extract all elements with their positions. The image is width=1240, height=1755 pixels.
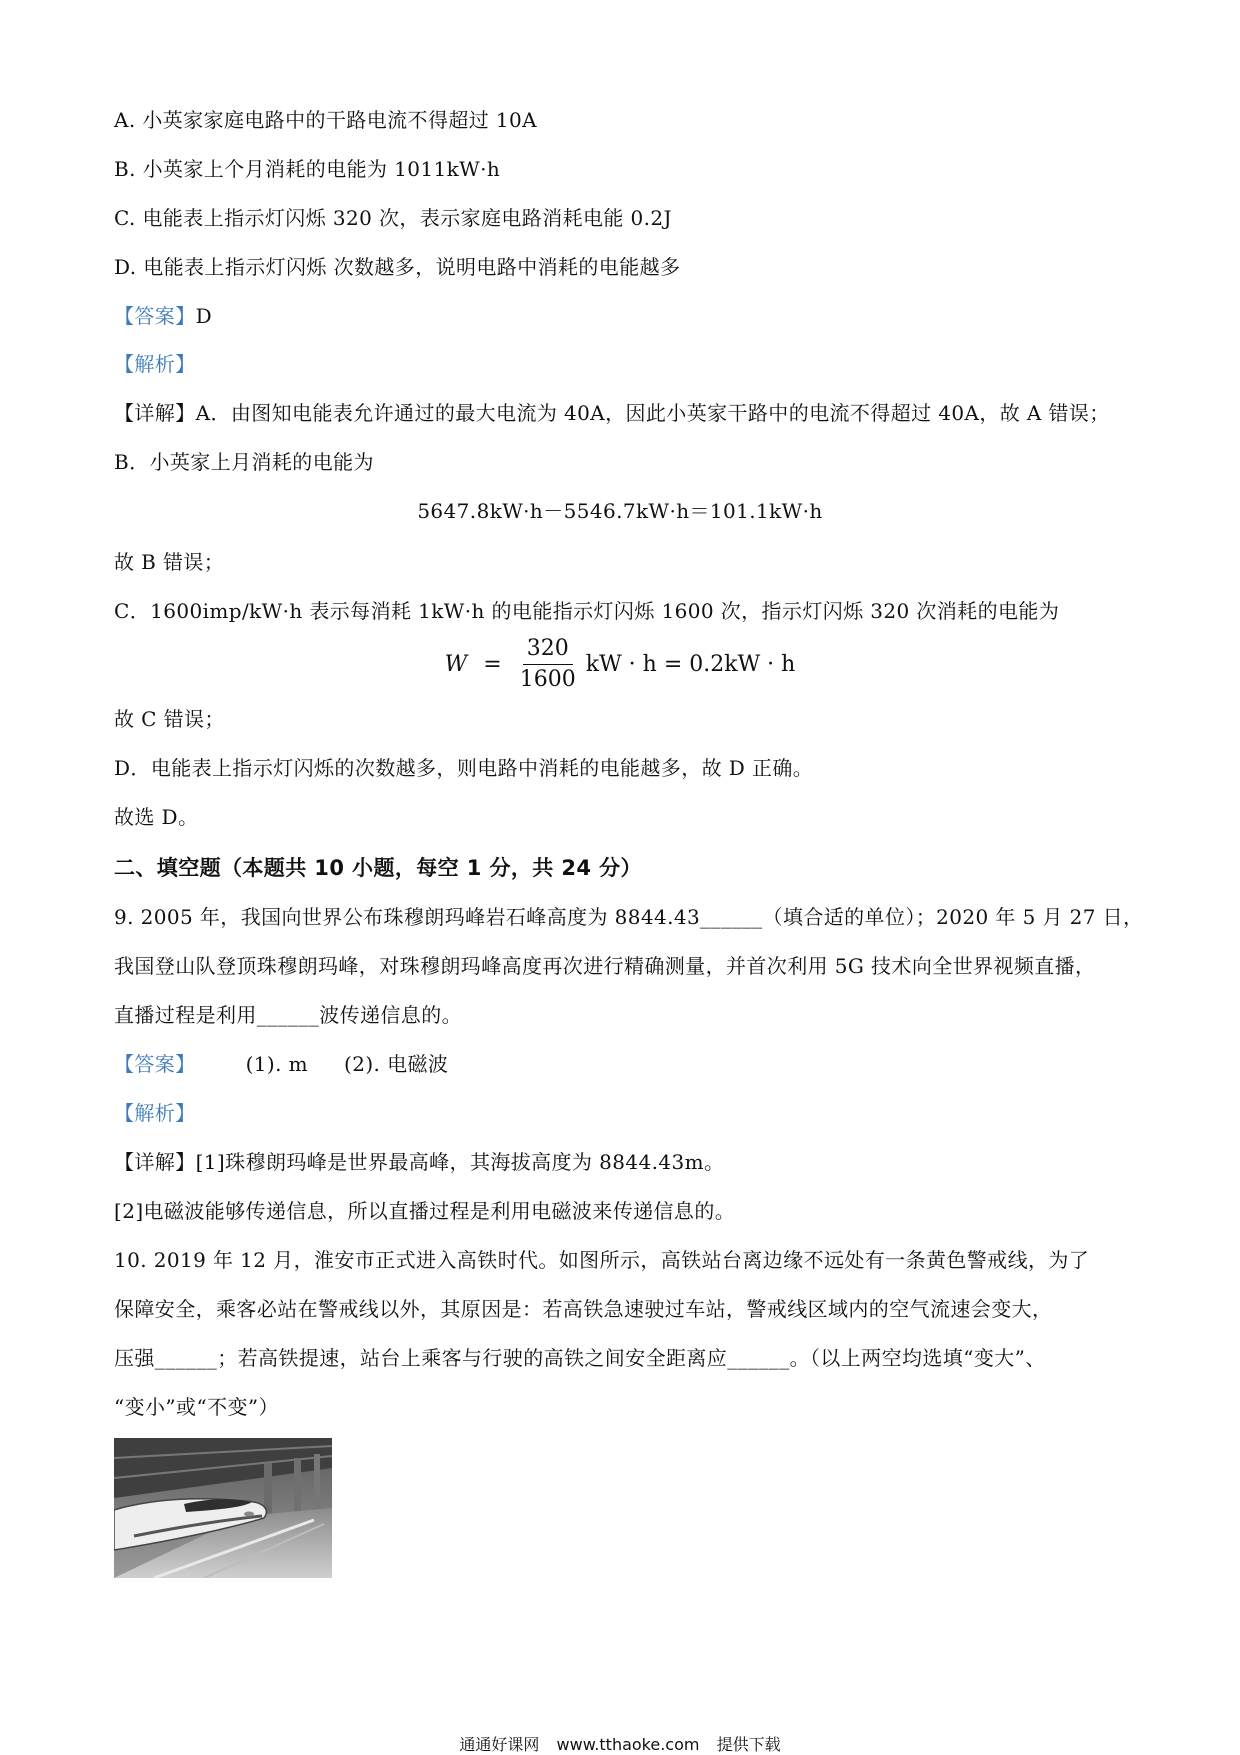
detail-a: 【详解】A．由图知电能表允许通过的最大电流为 40A，因此小英家干路中的电流不得超过 40A，故 A 错误； — [114, 401, 1110, 425]
choose-line: 故选 D。 — [114, 805, 199, 829]
detail-tag: 【详解】 — [114, 1150, 196, 1174]
detail-tag: 【详解】 — [114, 401, 196, 425]
answer-line-q9 — [114, 1050, 448, 1078]
q10-line-2: 保障安全，乘客必站在警戒线以外，其原因是：若高铁急速驶过车站，警戒线区域内的空气流速会变大， — [114, 1297, 1053, 1321]
footer — [0, 1732, 1240, 1755]
option-d: D. 电能表上指示灯闪烁 次数越多，说明电路中消耗的电能越多 — [114, 255, 681, 279]
formula-c — [0, 628, 1240, 700]
formula-eq: = — [483, 651, 502, 677]
answer-2: (2). 电磁波 — [344, 1052, 449, 1076]
fraction — [516, 634, 580, 695]
q10-line-1: 10. 2019 年 12 月，淮安市正式进入高铁时代。如图所示，高铁站台离边缘不远处有一条黄色警戒线，为了 — [114, 1248, 1090, 1272]
b-wrong: 故 B 错误； — [114, 550, 225, 574]
answer-tag: 【答案】 — [114, 1052, 196, 1076]
answer-value: D — [195, 304, 213, 328]
q10-line-4: “变小”或“不变”） — [114, 1395, 279, 1419]
answer-1: (1). m — [245, 1052, 309, 1076]
c-wrong: 故 C 错误； — [114, 707, 225, 731]
answer-tag: 【答案】 — [114, 304, 196, 328]
high-speed-train-photo — [114, 1438, 332, 1578]
fraction-numerator: 320 — [523, 634, 573, 665]
section-2-title: 二、填空题（本题共 10 小题，每空 1 分，共 24 分） — [114, 856, 642, 880]
formula-b: 5647.8kW·h－5546.7kW·h＝101.1kW·h — [417, 499, 823, 523]
footer-site-name: 通通好课网 — [459, 1735, 540, 1754]
q9-line-3: 直播过程是利用______波传递信息的。 — [114, 1003, 462, 1027]
q9-detail-1: 【详解】[1]珠穆朗玛峰是世界最高峰，其海拔高度为 8844.43m。 — [114, 1150, 725, 1174]
footer-url[interactable]: www.tthaoke.com — [556, 1735, 700, 1754]
analysis-tag-q8: 【解析】 — [114, 352, 196, 376]
fraction-denominator: 1600 — [519, 666, 576, 692]
detail-b: B．小英家上月消耗的电能为 — [114, 450, 374, 474]
detail-c: C．1600imp/kW·h 表示每消耗 1kW·h 的电能指示灯闪烁 1600 次，指示灯闪烁 320 次消耗的电能为 — [114, 599, 1060, 623]
analysis-tag-q9: 【解析】 — [114, 1101, 196, 1125]
formula-rest: kW · h = 0.2kW · h — [585, 651, 796, 677]
option-c: C. 电能表上指示灯闪烁 320 次，表示家庭电路消耗电能 0.2J — [114, 206, 672, 230]
q10-line-3: 压强______；若高铁提速，站台上乘客与行驶的高铁之间安全距离应______。（以上两空均选填“变大”、 — [114, 1346, 1046, 1370]
answer-line-q8 — [114, 302, 212, 330]
formula-var: W — [444, 651, 468, 677]
option-a: A. 小英家家庭电路中的干路电流不得超过 10A — [114, 108, 538, 132]
q9-line-1: 9. 2005 年，我国向世界公布珠穆朗玛峰岩石峰高度为 8844.43______（填合适的单位）；2020 年 5 月 27 日， — [114, 905, 1144, 929]
q9-line-2: 我国登山队登顶珠穆朗玛峰，对珠穆朗玛峰高度再次进行精确测量，并首次利用 5G 技术向全世界视频直播， — [114, 954, 1096, 978]
q9-detail-2: [2]电磁波能够传递信息，所以直播过程是利用电磁波来传递信息的。 — [114, 1199, 736, 1223]
footer-suffix: 提供下载 — [716, 1735, 781, 1754]
option-b: B. 小英家上个月消耗的电能为 1011kW·h — [114, 157, 501, 181]
detail-d: D．电能表上指示灯闪烁的次数越多，则电路中消耗的电能越多，故 D 正确。 — [114, 756, 814, 780]
